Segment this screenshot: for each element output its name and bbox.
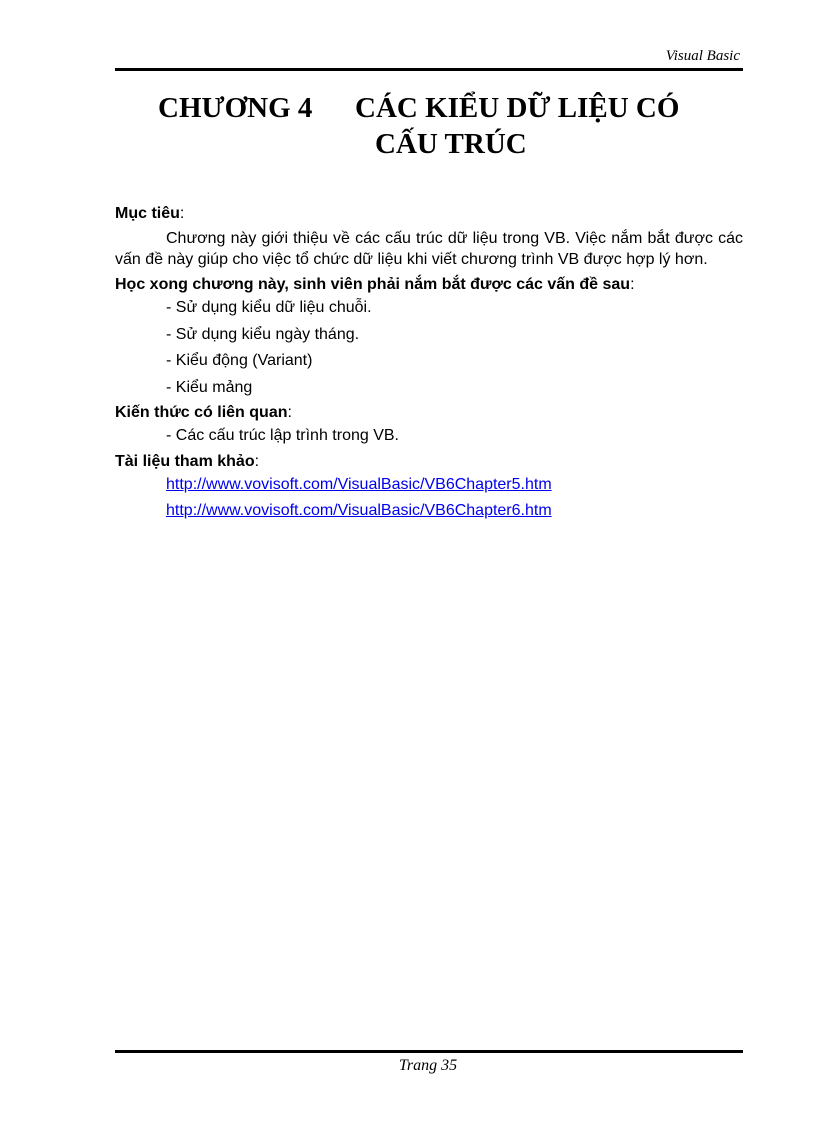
objectives-heading: Mục tiêu: — [115, 205, 185, 222]
prerequisite-item: - Các cấu trúc lập trình trong VB. — [166, 427, 399, 444]
objectives-text: Chương này giới thiệu về các cấu trúc dữ liệu trong VB. Việc nắm bắt được các vấn đề này giúp cho việc tổ chức dữ liệu khi viết chương trình VB được hợp lý hơn. — [115, 230, 743, 268]
outcome-item: - Sử dụng kiểu dữ liệu chuỗi. — [166, 299, 372, 316]
chapter-number: CHƯƠNG 4 — [158, 92, 313, 124]
running-header: Visual Basic — [665, 48, 740, 64]
chapter-title-line2: CẤU TRÚC — [375, 128, 527, 160]
references-heading: Tài liệu tham khảo: — [115, 452, 260, 470]
outcome-item: - Sử dụng kiểu ngày tháng. — [166, 325, 360, 343]
outcome-item: - Kiểu động (Variant) — [166, 352, 313, 369]
prerequisites-heading: Kiến thức có liên quan: — [115, 404, 292, 421]
chapter-intro — [115, 203, 743, 524]
page-number: Trang 35 — [398, 1057, 458, 1074]
reference-link-chapter5[interactable]: http://www.vovisoft.com/VisualBasic/VB6Chapter5.htm — [166, 475, 552, 493]
header-rule — [115, 68, 743, 71]
outcomes-heading: Học xong chương này, sinh viên phải nắm bắt được các vấn đề sau: — [115, 276, 635, 293]
chapter-title-line1: CÁC KIỂU DỮ LIỆU CÓ — [355, 92, 680, 124]
outcome-item: - Kiểu mảng — [166, 378, 253, 396]
reference-link-chapter6[interactable]: http://www.vovisoft.com/VisualBasic/VB6Chapter6.htm — [166, 501, 552, 519]
footer-rule — [115, 1050, 743, 1053]
chapter-title — [115, 90, 743, 162]
